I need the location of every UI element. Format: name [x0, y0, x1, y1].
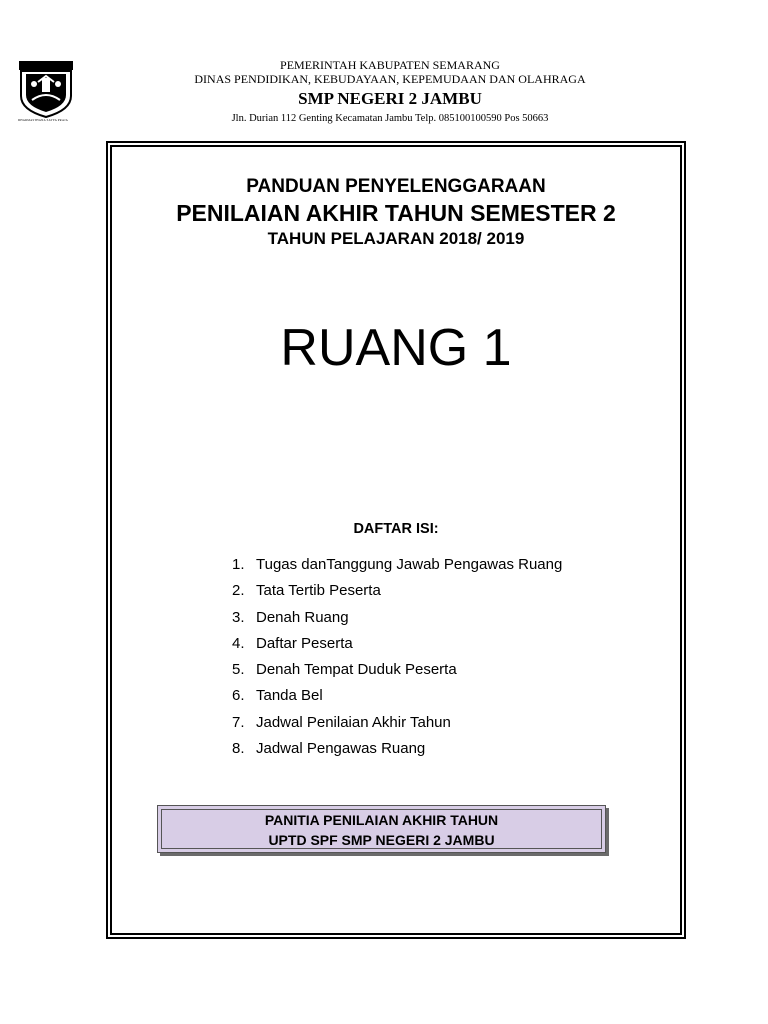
toc-item-label: Jadwal Pengawas Ruang [256, 740, 426, 758]
room-title: RUANG 1 [280, 319, 512, 377]
department-name: DINAS PENDIDIKAN, KEBUDAYAAN, KEPEMUDAAN DAN OLAHRAGA [194, 72, 586, 86]
toc-list [232, 556, 562, 766]
toc-item-number: 2. [232, 582, 245, 600]
committee-box [157, 805, 606, 853]
toc-item-label: Daftar Peserta [256, 634, 353, 652]
toc-item-number: 7. [232, 713, 245, 731]
toc-item [232, 740, 562, 766]
toc-item [232, 635, 562, 661]
government-name: PEMERINTAH KABUPATEN SEMARANG [280, 58, 500, 72]
toc-item-label: Tata Tertib Peserta [256, 582, 381, 600]
toc-item [232, 661, 562, 687]
school-address: Jln. Durian 112 Genting Kecamatan Jambu Telp. 085100100590 Pos 50663 [231, 113, 549, 124]
toc-heading: DAFTAR ISI: [353, 521, 439, 537]
toc-item-label: Tanda Bel [256, 687, 323, 705]
toc-item [232, 582, 562, 608]
toc-item [232, 609, 562, 635]
letterhead [0, 0, 768, 140]
school-name: SMP NEGERI 2 JAMBU [298, 89, 482, 108]
toc-item [232, 687, 562, 713]
committee-school: UPTD SPF SMP NEGERI 2 JAMBU [268, 832, 495, 848]
toc-item-label: Jadwal Penilaian Akhir Tahun [256, 713, 451, 731]
letterhead-text [150, 58, 630, 126]
emblem-motto: DHARMASTHANA SATYA PRAJA [18, 118, 68, 122]
kabupaten-semarang-emblem-icon [18, 60, 74, 118]
toc-item-label: Denah Ruang [256, 608, 349, 626]
toc-item-number: 1. [232, 556, 245, 573]
cover-title-line3: TAHUN PELAJARAN 2018/ 2019 [267, 229, 525, 248]
cover-title-line2: PENILAIAN AKHIR TAHUN SEMESTER 2 [176, 200, 616, 226]
committee-name: PANITIA PENILAIAN AKHIR TAHUN [264, 812, 499, 828]
toc-item-label: Denah Tempat Duduk Peserta [256, 661, 457, 679]
toc-item-number: 3. [232, 608, 245, 626]
cover-title-line1: PANDUAN PENYELENGGARAAN [246, 176, 546, 197]
toc-item-number: 8. [232, 740, 245, 758]
toc-item-number: 6. [232, 687, 245, 705]
toc-item-number: 4. [232, 634, 245, 652]
toc-item [232, 714, 562, 740]
toc-item-number: 5. [232, 661, 245, 679]
toc-item-label: Tugas danTanggung Jawab Pengawas Ruang [256, 556, 563, 573]
toc-item [232, 556, 562, 582]
